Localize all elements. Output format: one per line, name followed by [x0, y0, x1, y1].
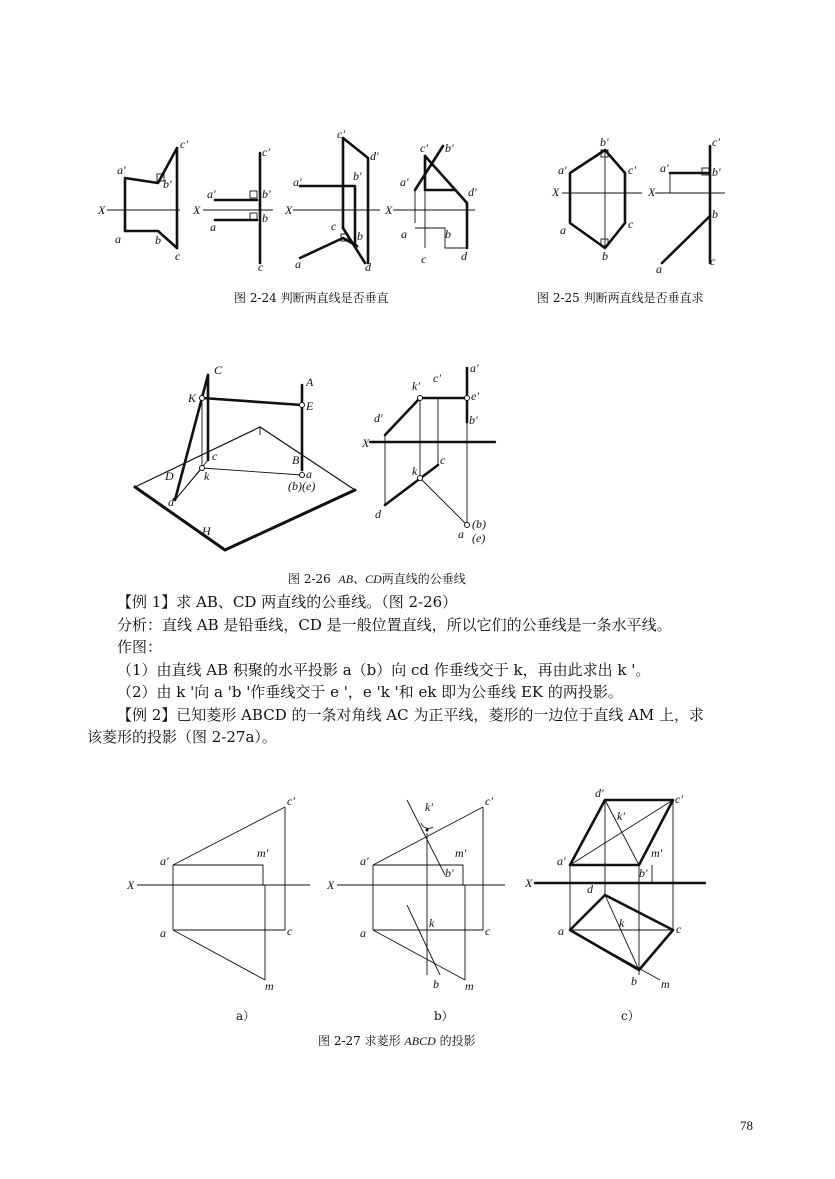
point-label: m'	[455, 846, 467, 860]
fig-2-26-axonometric	[135, 363, 355, 550]
point-label: c'	[420, 141, 428, 155]
point-label: X	[525, 876, 533, 890]
point-label: c	[485, 924, 491, 938]
point-label: b'	[639, 866, 648, 880]
point-label: d	[461, 249, 467, 263]
point-label: c'	[433, 371, 441, 385]
point-label: a'	[400, 175, 409, 189]
point-label: X	[285, 203, 293, 217]
point-label: D	[165, 469, 174, 483]
point-label: d	[587, 882, 593, 896]
fig-2-24-panel-2	[192, 145, 273, 274]
point-label: a'	[470, 361, 479, 375]
point-label: e'	[471, 389, 479, 403]
point-label: c	[212, 449, 218, 463]
page-number: 78	[740, 1118, 753, 1133]
point-label: m'	[257, 846, 269, 860]
point-label: b'	[353, 169, 362, 183]
point-label: b	[631, 974, 637, 988]
point-label: a'	[207, 187, 216, 201]
point-label: a	[160, 926, 166, 940]
construction-label: 作图：	[117, 638, 163, 656]
point-label: b'	[600, 135, 609, 149]
point-label: b	[155, 233, 161, 247]
point-label: X	[98, 203, 106, 217]
point-label: a'	[360, 854, 369, 868]
point-label: k	[204, 469, 210, 483]
fig-2-24-panel-1	[97, 137, 188, 263]
point-label: b'	[163, 177, 172, 191]
point-label: X	[127, 878, 135, 892]
example-2-line-2: 该菱形的投影（图 2-27a）。	[87, 728, 277, 746]
point-label: X	[327, 878, 335, 892]
point-label: d'	[595, 786, 604, 800]
point-label: c	[331, 219, 337, 233]
point-label: d	[168, 495, 174, 509]
fig-2-24-panel-3	[284, 127, 380, 274]
fig-2-24-caption: 图 2-24 判断两直线是否垂直	[234, 291, 389, 305]
figure-2-27	[115, 785, 715, 1005]
point-label: (e)	[472, 531, 486, 545]
point-label: b'	[469, 413, 478, 427]
point-label: C	[214, 363, 223, 377]
fig-2-27-sub-caption-b: b）	[434, 1009, 454, 1023]
point-label: m	[265, 979, 274, 993]
point-label: a	[560, 223, 566, 237]
point-label: E	[306, 399, 314, 413]
point-label: k	[619, 916, 625, 930]
point-label: c'	[287, 794, 295, 808]
point-label: X	[552, 185, 560, 199]
point-label: X	[385, 203, 393, 217]
point-label: c	[421, 252, 427, 266]
point-label: c	[676, 922, 682, 936]
point-label: X	[193, 203, 201, 217]
point-label: c	[258, 260, 264, 274]
point-label: b'	[445, 866, 454, 880]
point-label: a	[558, 924, 564, 938]
step-1: （1）由直线 AB 积聚的水平投影 a（b）向 cd 作垂线交于 k，再由此求出 k '。	[117, 660, 651, 679]
point-label: c'	[628, 163, 636, 177]
point-label: d'	[370, 149, 379, 163]
figure-2-25	[550, 135, 730, 278]
point-label: m	[465, 979, 474, 993]
point-label: b	[712, 207, 718, 221]
point-label: a	[306, 467, 312, 481]
fig-2-26-caption: 图 2-26 AB、CD两直线的公垂线	[288, 572, 466, 586]
fig-2-26-projection	[361, 361, 495, 545]
fig-2-27-panel-a	[126, 794, 310, 993]
point-label: b	[445, 227, 451, 241]
point-label: a	[210, 220, 216, 234]
figure-2-24	[95, 128, 495, 278]
point-label: m'	[651, 846, 663, 860]
point-label: a	[458, 527, 464, 541]
fig-2-27-caption: 图 2-27 求菱形 ABCD 的投影	[318, 1034, 476, 1048]
point-label: a'	[293, 175, 302, 189]
example-2-line-1: 【例 2】已知菱形 ABCD 的一条对角线 AC 为正平线，菱形的一边位于直线 AM 上，求	[117, 705, 705, 724]
point-label: c'	[180, 137, 188, 151]
point-label: a	[360, 926, 366, 940]
point-label: b	[262, 211, 268, 225]
fig-2-24-panel-4	[384, 141, 477, 266]
label: a'	[117, 163, 126, 177]
point-label: c	[710, 254, 716, 268]
fig-2-27-panel-c	[524, 786, 705, 991]
point-label: c	[287, 924, 293, 938]
fig-2-25-caption: 图 2-25 判断两直线是否垂直求	[537, 291, 704, 305]
point-label: a'	[660, 161, 669, 175]
point-label: c'	[337, 127, 345, 141]
point-label: a	[115, 232, 121, 246]
point-label: c	[440, 453, 446, 467]
point-label: b	[357, 229, 363, 243]
point-label: k	[412, 464, 418, 478]
point-label: b	[433, 977, 439, 991]
fig-2-27-sub-caption-c: c）	[621, 1009, 640, 1023]
point-label: d'	[374, 411, 383, 425]
step-2: （2）由 k '向 a 'b '作垂线交于 e '，e 'k '和 ek 即为公垂线 EK 的两投影。	[117, 683, 623, 701]
point-label: c'	[262, 145, 270, 159]
point-label: (b)	[472, 517, 486, 531]
point-label: b'	[445, 141, 454, 155]
point-label: a'	[558, 163, 567, 177]
point-label: B	[292, 453, 300, 467]
point-label: k'	[617, 809, 625, 823]
point-label: c'	[675, 792, 683, 806]
point-label: X	[648, 185, 656, 199]
point-label: b'	[262, 187, 271, 201]
fig-2-27-panel-b	[326, 794, 505, 993]
point-label: d'	[468, 185, 477, 199]
point-label: c	[628, 217, 634, 231]
point-label: a'	[160, 854, 169, 868]
fig-2-25-panel-2	[647, 135, 725, 276]
point-label: c'	[712, 135, 720, 149]
point-label: a	[401, 227, 407, 241]
point-label: k'	[412, 379, 420, 393]
point-label: d	[375, 507, 381, 521]
point-label: A	[306, 375, 314, 389]
point-label: d	[365, 260, 371, 274]
body-text	[0, 591, 835, 749]
analysis-paragraph: 分析：直线 AB 是铅垂线，CD 是一般位置直线，所以它们的公垂线是一条水平线。	[117, 615, 672, 634]
point-label: c	[175, 249, 181, 263]
point-label: c'	[485, 794, 493, 808]
point-label: (b)(e)	[288, 479, 316, 493]
point-label: b	[602, 249, 608, 263]
point-label: a'	[557, 854, 566, 868]
example-1-title: 【例 1】求 AB、CD 两直线的公垂线。（图 2-26）	[117, 593, 458, 611]
point-label: m	[661, 977, 670, 991]
point-label: a	[656, 262, 662, 276]
point-label: k'	[425, 800, 433, 814]
point-label: K	[188, 391, 197, 405]
figure-2-26	[130, 360, 510, 560]
point-label: b'	[712, 165, 721, 179]
point-label: a	[295, 257, 301, 271]
fig-2-27-sub-caption-a: a）	[236, 1009, 256, 1023]
point-label: X	[362, 436, 370, 450]
fig-2-25-panel-1	[551, 135, 642, 263]
point-label: H	[202, 524, 211, 538]
point-label: k	[429, 916, 435, 930]
